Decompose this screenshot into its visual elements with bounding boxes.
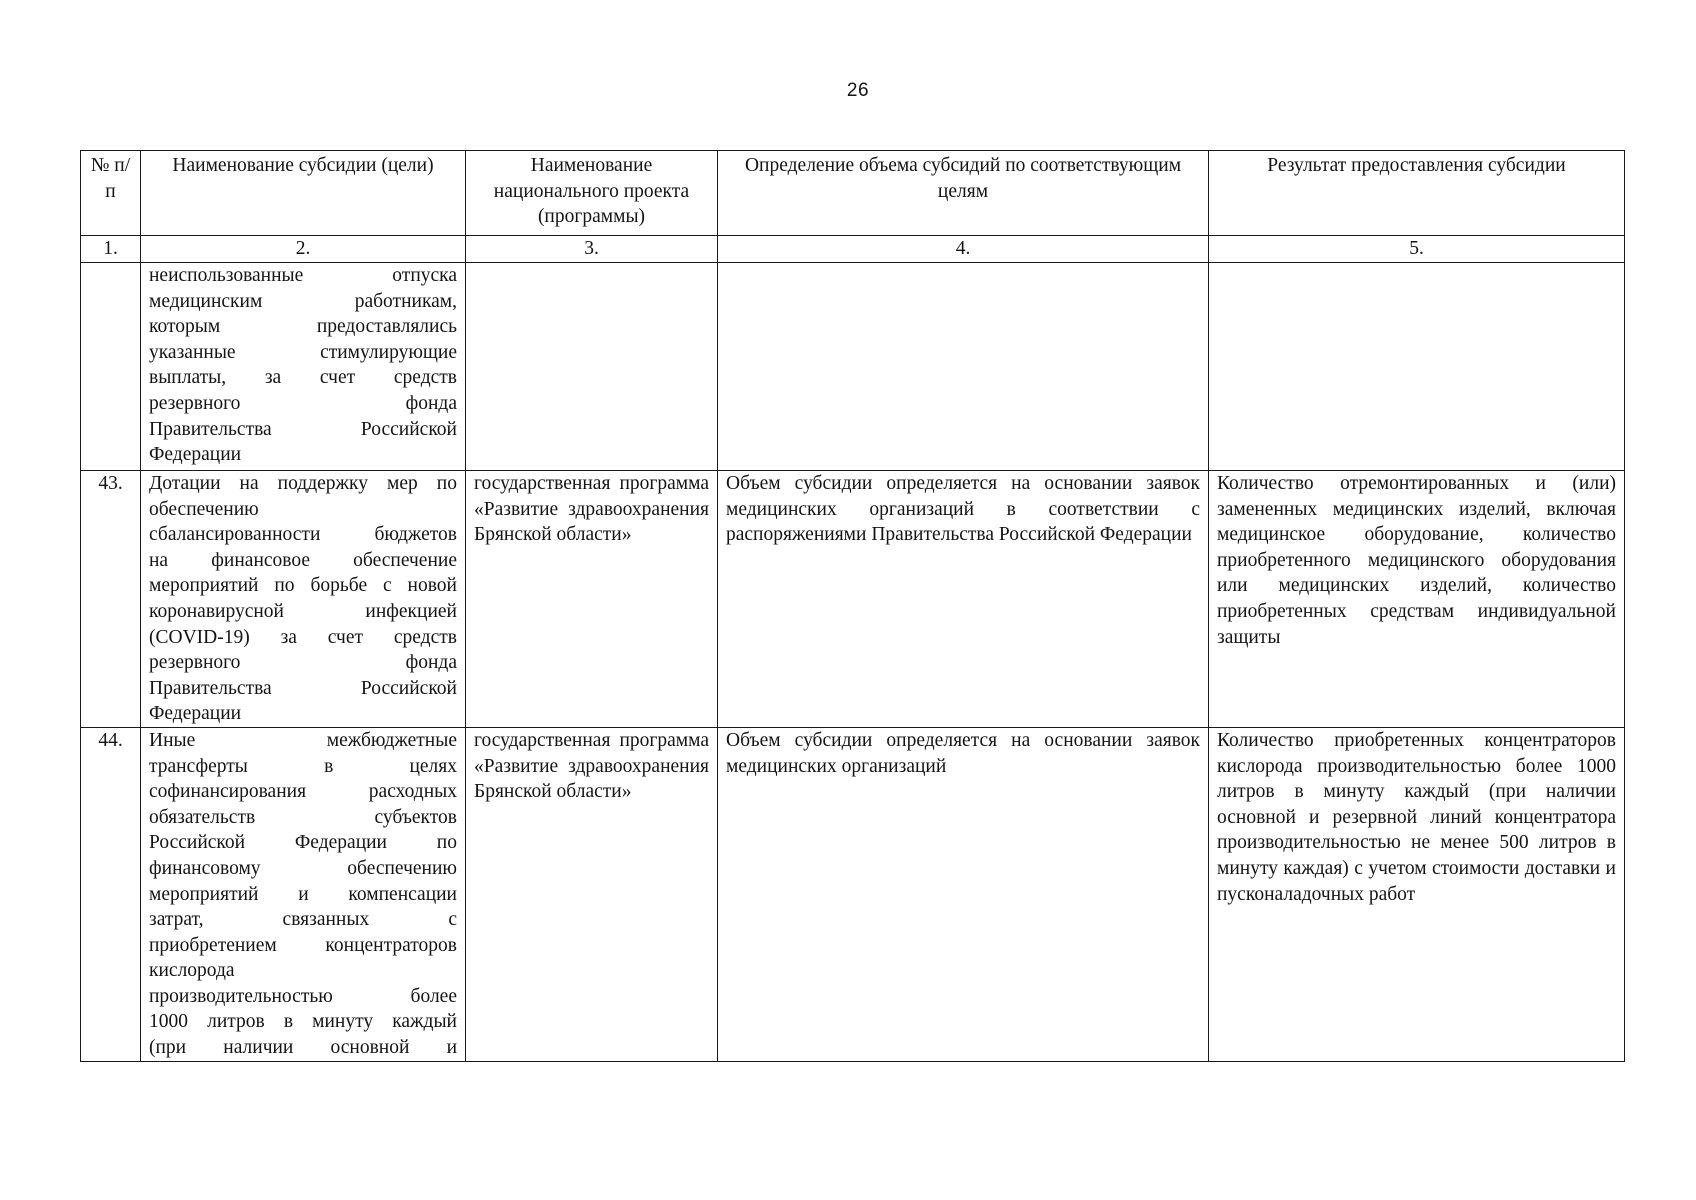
table-row (81, 263, 1625, 471)
subsidy-name-cell (141, 263, 466, 471)
subsidy-name-line: резервного фонда (149, 652, 457, 674)
subsidy-name-line: затрат, связанных с (149, 909, 457, 931)
column-number: 2. (141, 236, 466, 263)
project-cell: государственная программа «Развитие здравоохранения Брянской области» (466, 471, 718, 728)
table-row (81, 727, 1625, 1061)
subsidy-name-line: софинансирования расходных (149, 781, 457, 803)
subsidy-name-line: Правительства Российской (149, 418, 457, 440)
subsidy-name-line: Федерации (149, 444, 242, 466)
subsidy-name-line: Федерации (149, 703, 242, 725)
header-subsidy-name: Наименование субсидии (цели) (141, 151, 466, 236)
subsidy-name-cell (141, 727, 466, 1061)
subsidy-name-line: трансферты в целях (149, 755, 457, 777)
table-header-row (81, 151, 1625, 236)
subsidy-name-line: приобретением концентраторов (149, 934, 457, 956)
column-number: 3. (466, 236, 718, 263)
subsidy-name-line: мероприятий по борьбе с новой (149, 575, 457, 597)
subsidy-name-line: Правительства Российской (149, 677, 457, 699)
subsidy-name-line: Дотации на поддержку мер по (149, 473, 457, 494)
header-volume-definition: Определение объема субсидий по соответствующим целям (718, 151, 1209, 236)
result-cell (1209, 263, 1625, 471)
subsidy-name-line: которым предоставлялись (149, 316, 457, 338)
subsidy-name-line: (при наличии основной и (149, 1037, 457, 1059)
subsidy-name-line: 1000 литров в минуту каждый (149, 1011, 457, 1033)
result-cell: Количество отремонтированных и (или) замененных медицинских изделий, включая медицинское оборудование, количество приобретенного медицинского оборудования или медицинских изделий, количество приобретенных средствам индивидуальной защиты (1209, 471, 1625, 728)
volume-cell: Объем субсидии определяется на основании заявок медицинских организаций (718, 727, 1209, 1061)
volume-cell (718, 263, 1209, 471)
column-number: 4. (718, 236, 1209, 263)
row-number: 44. (81, 727, 141, 1061)
subsidy-name-line: обеспечению (149, 498, 259, 520)
header-number: № п/п (81, 151, 141, 236)
subsidy-name-cell (141, 471, 466, 728)
volume-cell: Объем субсидии определяется на основании заявок медицинских организаций в соответствии с распоряжениями Правительства Российской Федерации (718, 471, 1209, 728)
row-number (81, 263, 141, 471)
subsidy-name-line: указанные стимулирующие (149, 341, 457, 363)
subsidy-table (80, 150, 1625, 1062)
column-number-row (81, 236, 1625, 263)
subsidy-name-line: производительностью более (149, 985, 457, 1007)
header-result: Результат предоставления субсидии (1209, 151, 1625, 236)
subsidy-name-line: сбалансированности бюджетов (149, 524, 457, 546)
subsidy-name-line: медицинским работникам, (149, 290, 457, 312)
subsidy-name-line: мероприятий и компенсации (149, 883, 457, 905)
project-cell (466, 263, 718, 471)
row-number: 43. (81, 471, 141, 728)
subsidy-name-line: неиспользованные отпуска (149, 265, 457, 286)
subsidy-name-line: Иные межбюджетные (149, 729, 457, 751)
subsidy-name-line: резервного фонда (149, 392, 457, 414)
subsidy-name-line: финансовому обеспечению (149, 857, 457, 879)
column-number: 5. (1209, 236, 1625, 263)
result-cell: Количество приобретенных концентраторов кислорода производительностью более 1000 литров в минуту каждый (при наличии основной и резервной линий концентратора производительностью не менее 500 литров в минуту каждая) с учетом стоимости доставки и пусконаладочных работ (1209, 727, 1625, 1061)
page-number: 26 (846, 80, 870, 101)
header-project-name: Наименование национального проекта (программы) (466, 151, 718, 236)
subsidy-name-line: Российской Федерации по (149, 832, 457, 854)
subsidy-name-line: выплаты, за счет средств (149, 367, 457, 389)
project-cell: государственная программа «Развитие здравоохранения Брянской области» (466, 727, 718, 1061)
subsidy-name-line: на финансовое обеспечение (149, 549, 457, 571)
column-number: 1. (81, 236, 141, 263)
table-row (81, 471, 1625, 728)
subsidy-name-line: обязательств субъектов (149, 806, 457, 828)
subsidy-name-line: (COVID-19) за счет средств (149, 626, 457, 648)
subsidy-name-line: коронавирусной инфекцией (149, 600, 457, 622)
subsidy-name-line: кислорода (149, 960, 235, 982)
